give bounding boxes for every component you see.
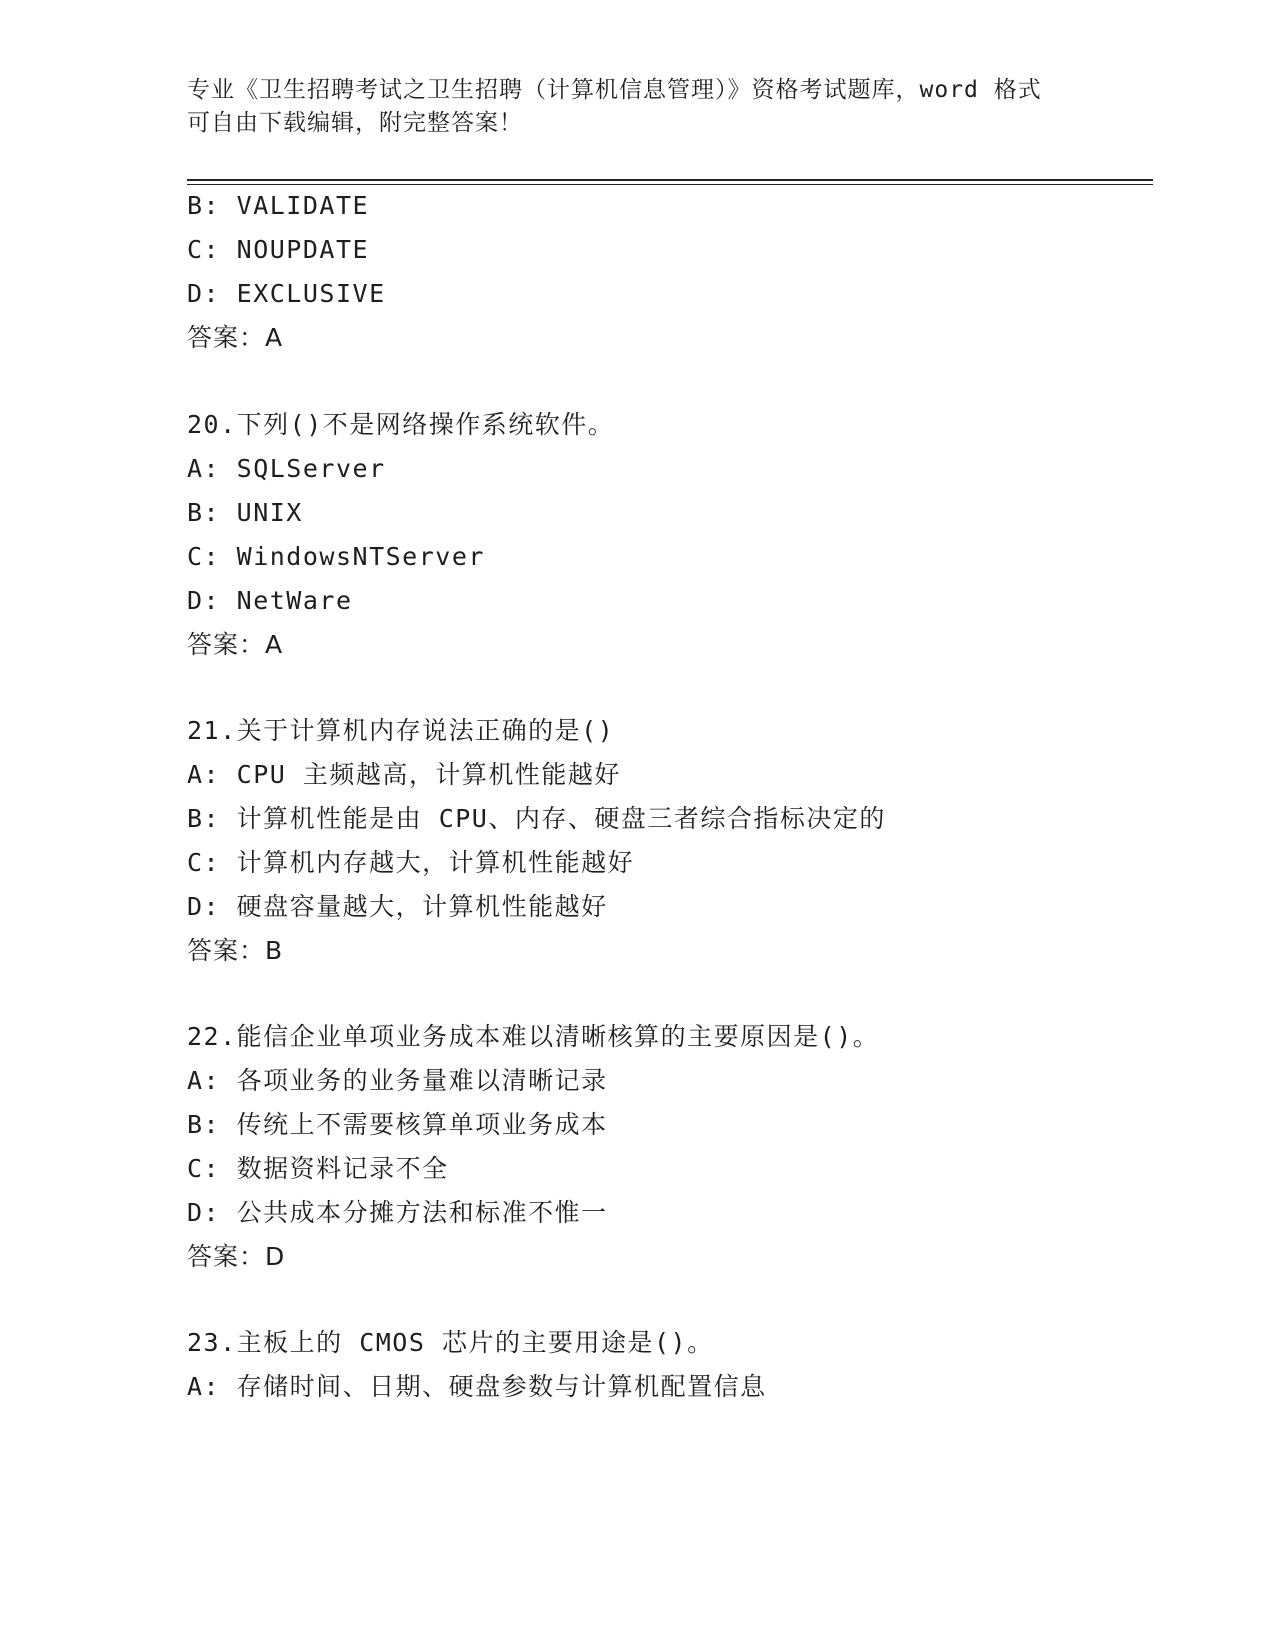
q20-option-a: A: SQLServer — [187, 454, 386, 483]
q21-stem: 21.关于计算机内存说法正确的是() — [187, 716, 615, 745]
q22-option-a: A: 各项业务的业务量难以清晰记录 — [187, 1066, 608, 1095]
document-header — [187, 74, 1087, 140]
header-line-1: 专业《卫生招聘考试之卫生招聘（计算机信息管理）》资格考试题库，word 格式 — [187, 77, 1042, 103]
q21-answer: 答案：B — [187, 936, 284, 965]
q19-option-b: B: VALIDATE — [187, 191, 370, 220]
q20-stem: 20.下列()不是网络操作系统软件。 — [187, 410, 615, 439]
q21-option-c: C: 计算机内存越大，计算机性能越好 — [187, 848, 635, 877]
q19-option-c: C: NOUPDATE — [187, 235, 370, 264]
header-divider-thin — [187, 184, 1153, 185]
q20-option-c: C: WindowsNTServer — [187, 542, 485, 571]
q22-option-d: D: 公共成本分摊方法和标准不惟一 — [187, 1198, 608, 1227]
q21-option-d: D: 硬盘容量越大，计算机性能越好 — [187, 892, 608, 921]
header-divider-thick — [187, 179, 1153, 181]
q21-option-a: A: CPU 主频越高，计算机性能越好 — [187, 760, 621, 789]
q21-option-b: B: 计算机性能是由 CPU、内存、硬盘三者综合指标决定的 — [187, 804, 886, 833]
q19-option-d: D: EXCLUSIVE — [187, 279, 386, 308]
q20-option-b: B: UNIX — [187, 498, 303, 527]
q23-option-a: A: 存储时间、日期、硬盘参数与计算机配置信息 — [187, 1372, 767, 1401]
q22-answer: 答案：D — [187, 1242, 286, 1271]
q19-answer: 答案：A — [187, 323, 284, 352]
q23-stem: 23.主板上的 CMOS 芯片的主要用途是()。 — [187, 1328, 714, 1357]
header-line-2: 可自由下载编辑，附完整答案！ — [187, 110, 523, 136]
q22-stem: 22.能信企业单项业务成本难以清晰核算的主要原因是()。 — [187, 1022, 880, 1051]
q22-option-c: C: 数据资料记录不全 — [187, 1154, 449, 1183]
q20-option-d: D: NetWare — [187, 586, 353, 615]
q22-option-b: B: 传统上不需要核算单项业务成本 — [187, 1110, 608, 1139]
q20-answer: 答案：A — [187, 630, 284, 659]
